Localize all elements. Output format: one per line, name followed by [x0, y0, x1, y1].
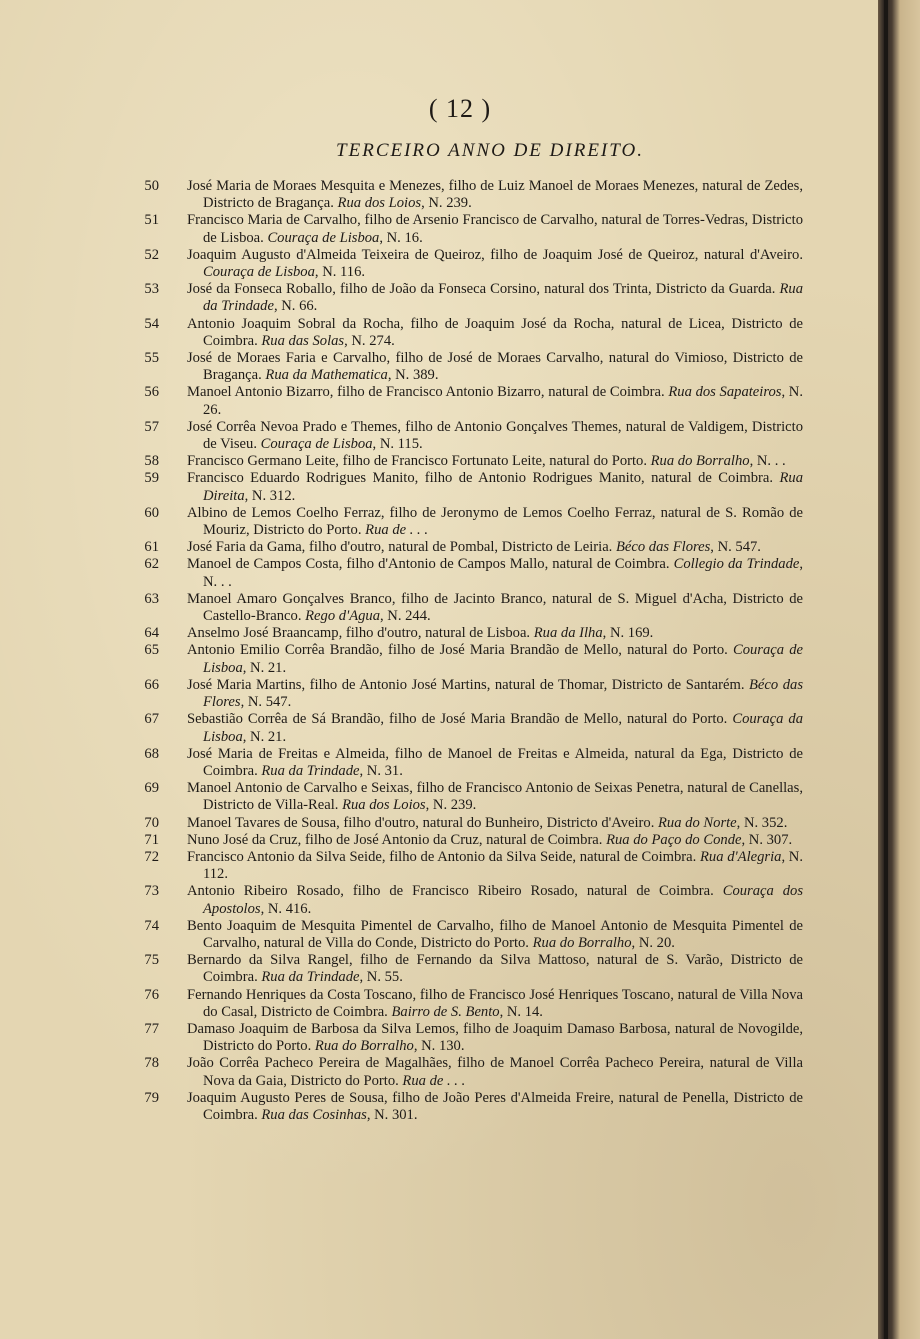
entry-number: 57: [144, 418, 159, 435]
entry-text: [163, 987, 803, 1021]
list-item: [144, 281, 803, 315]
entry-address: Rua das Cosinhas: [261, 1106, 367, 1123]
list-item: [144, 848, 803, 883]
entry-house-number: , N. 66.: [273, 298, 318, 315]
entry-text: [163, 1021, 803, 1055]
entry-house-number: , N. 244.: [380, 608, 431, 625]
list-item: [144, 556, 803, 590]
entry-text: [163, 832, 803, 849]
entry-number: 72: [144, 848, 159, 865]
entry-description: Damaso Joaquim de Barbosa da Silva Lemos, filho de Joaquim Damaso Barbosa, natural de Novogilde, Districto do Porto.: [187, 1020, 803, 1055]
entry-address: Rua do Borralho: [650, 453, 750, 470]
entry-address: Rua dos Sapateiros: [668, 384, 782, 401]
entry-house-number: , N. 55.: [359, 969, 403, 986]
entry-number: 60: [144, 504, 159, 521]
list-item: [144, 246, 803, 281]
entry-address: Rua dos Loios: [342, 797, 426, 814]
entry-address: Couraça dos Apostolos: [203, 883, 804, 917]
entry-number: 69: [144, 780, 159, 797]
entry-number: 66: [144, 676, 159, 693]
entry-address: Rua de . . .: [402, 1072, 466, 1089]
entry-text: [163, 178, 803, 212]
entry-house-number: , N. 26.: [203, 384, 803, 418]
entry-address: Couraça de Lisboa: [203, 264, 315, 281]
entry-description: Manoel Antonio Bizarro, filho de Francisco Antonio Bizarro, natural de Coimbra.: [187, 384, 665, 401]
entry-address: Bairro de S. Bento: [391, 1003, 500, 1020]
entry-house-number: , N. 547.: [240, 694, 292, 711]
entry-house-number: , N. 274.: [344, 332, 395, 349]
list-item: [144, 676, 803, 711]
entry-description: Francisco Maria de Carvalho, filho de Arsenio Francisco de Carvalho, natural de Torres-Vedras, Districto de Lisboa.: [187, 212, 803, 246]
entry-number: 51: [144, 212, 159, 229]
list-item: [144, 814, 803, 832]
entry-number: 63: [144, 590, 159, 607]
entry-description: José Maria de Moraes Mesquita e Menezes, filho de Luiz Manoel de Moraes Menezes, natural de Zedes, Districto de Bragança.: [187, 178, 803, 212]
entry-address: Rua da Ilha: [533, 625, 603, 642]
entry-description: João Corrêa Pacheco Pereira de Magalhães, filho de Manoel Corrêa Pacheco Pereira, natural de Villa Nova da Gaia, Districto do Porto.: [187, 1055, 803, 1089]
entry-number: 77: [144, 1020, 159, 1037]
entry-house-number: , N. 416.: [260, 900, 312, 917]
entry-number: 59: [144, 470, 159, 487]
entry-number: 70: [144, 814, 159, 831]
entry-description: Fernando Henriques da Costa Toscano, filho de Francisco José Henriques Toscano, natural de Villa Nova do Casal, Districto de Coimbra.: [187, 986, 803, 1020]
entry-description: Manoel Antonio de Carvalho e Seixas, filho de Francisco Antonio de Seixas Penetra, natural de Canellas, Districto de Villa-Real.: [187, 780, 803, 814]
list-item: [144, 1020, 803, 1055]
entry-number: 75: [144, 952, 159, 969]
entry-text: [163, 453, 803, 470]
entry-address: Rua Direita: [203, 470, 803, 504]
entry-text: [163, 384, 803, 418]
list-item: [144, 504, 803, 539]
entry-address: Rua de . . .: [365, 522, 428, 539]
entry-address: Rua da Mathematica: [265, 367, 388, 384]
entry-address: Rua do Borralho: [314, 1038, 414, 1055]
entry-text: [163, 642, 803, 676]
entry-address: Rua do Paço do Conde: [606, 831, 742, 848]
page-number: ( 12 ): [428, 94, 492, 123]
entry-description: José da Fonseca Roballo, filho de João da Fonseca Corsino, natural dos Trinta, Districto da Guarda.: [187, 281, 776, 298]
entry-description: Anselmo José Braancamp, filho d'outro, natural de Lisboa.: [187, 625, 531, 642]
list-item: [144, 315, 803, 350]
list-item: [144, 350, 803, 384]
entry-text: [163, 883, 803, 917]
entry-description: Nuno José da Cruz, filho de José Antonio da Cruz, natural de Coimbra.: [187, 831, 603, 848]
entry-description: Manoel Amaro Gonçalves Branco, filho de Jacinto Branco, natural de S. Miguel d'Acha, Districto de Castello-Branco.: [187, 590, 803, 625]
list-item: [144, 831, 803, 849]
entry-number: 68: [144, 745, 159, 762]
list-item: [144, 780, 803, 814]
entry-house-number: , N. . .: [203, 556, 803, 590]
entry-text: [163, 918, 803, 952]
list-item: [144, 642, 803, 676]
entry-address: Rua do Norte: [658, 814, 737, 831]
entry-text: [163, 281, 803, 315]
entry-address: Béco das Flores: [615, 539, 711, 556]
entry-house-number: , N. 239.: [425, 797, 477, 814]
list-item: [144, 883, 804, 917]
entry-text: [163, 952, 803, 986]
entry-text: [163, 247, 803, 281]
entry-text: [163, 780, 803, 814]
list-item: [144, 917, 803, 952]
entry-house-number: , N. 352.: [736, 814, 788, 831]
entry-house-number: , N. 21.: [242, 728, 287, 745]
entry-address: Couraça de Lisboa: [260, 436, 373, 453]
entry-text: [163, 539, 803, 556]
book-gutter: [878, 0, 920, 1339]
entry-text: [163, 212, 803, 246]
entry-address: Rua d'Alegria: [700, 848, 782, 865]
entry-description: José Faria da Gama, filho d'outro, natural de Pombal, Districto de Leiria.: [187, 539, 613, 556]
entry-address: Rua da Trindade: [261, 762, 360, 779]
entry-description: Antonio Emilio Corrêa Brandão, filho de José Maria Brandão de Mello, natural do Porto.: [187, 642, 728, 659]
entry-text: [163, 1055, 803, 1089]
entry-house-number: , N. 116.: [314, 264, 366, 281]
entry-house-number: , N. 14.: [499, 1003, 543, 1020]
list-item: [144, 470, 803, 504]
list-item: [144, 1089, 803, 1124]
entry-address: Couraça de Lisboa: [203, 642, 803, 676]
entry-description: Antonio Joaquim Sobral da Rocha, filho de Joaquim José da Rocha, natural de Licea, Districto de Coimbra.: [187, 315, 803, 349]
entry-address: Rua da Trindade: [261, 969, 360, 986]
entry-house-number: , N. 130.: [413, 1038, 465, 1055]
entry-description: Bernardo da Silva Rangel, filho de Fernando da Silva Mattoso, natural de S. Varão, Districto de Coimbra.: [187, 952, 803, 986]
entry-text: [163, 1090, 803, 1124]
entry-address: Rua da Trindade: [203, 281, 803, 315]
list-item: [144, 1055, 803, 1089]
entry-number: 78: [144, 1055, 159, 1072]
entry-number: 53: [144, 281, 159, 298]
entry-number: 79: [144, 1089, 159, 1106]
entry-number: 54: [144, 315, 159, 332]
entry-address: Rego d'Agua: [305, 608, 380, 625]
entry-address: Rua do Borralho: [532, 934, 632, 951]
entry-house-number: , N. 115.: [372, 436, 423, 453]
entry-description: José Maria Martins, filho de Antonio José Martins, natural de Thomar, Districto de Santarém.: [187, 676, 745, 693]
entry-number: 58: [144, 453, 159, 470]
entry-number: 52: [144, 246, 159, 263]
entry-description: Antonio Ribeiro Rosado, filho de Francisco Ribeiro Rosado, natural de Coimbra.: [187, 883, 714, 900]
entry-number: 74: [144, 917, 159, 934]
entry-number: 73: [144, 883, 159, 900]
list-item: [144, 711, 804, 745]
entry-text: [163, 350, 803, 384]
entry-description: Joaquim Augusto d'Almeida Teixeira de Queiroz, filho de Joaquim José de Queiroz, natural d'Aveiro.: [187, 246, 803, 263]
list-item: [144, 418, 803, 453]
entry-address: Couraça da Lisboa: [203, 711, 804, 745]
entry-address: Couraça de Lisboa: [267, 229, 380, 246]
entry-text: [163, 711, 803, 745]
entry-description: José de Moraes Faria e Carvalho, filho de José de Moraes Carvalho, natural do Vimioso, Districto de Bragança.: [187, 350, 803, 384]
entry-text: [163, 316, 803, 350]
entry-house-number: , N. 301.: [366, 1106, 418, 1123]
entry-address: Béco das Flores: [203, 676, 803, 711]
entry-description: Francisco Germano Leite, filho de Francisco Fortunato Leite, natural do Porto.: [187, 453, 647, 470]
entry-description: Manoel Tavares de Sousa, filho d'outro, natural do Bunheiro, Districto d'Aveiro.: [187, 814, 655, 831]
entry-number: 61: [144, 539, 159, 556]
entry-text: [163, 849, 803, 883]
entry-number: 62: [144, 556, 159, 573]
entry-description: Sebastião Corrêa de Sá Brandão, filho de José Maria Brandão de Mello, natural do Porto.: [187, 711, 728, 728]
entry-description: Francisco Eduardo Rodrigues Manito, filho de Antonio Rodrigues Manito, natural de Coimbra.: [187, 470, 774, 487]
list-item: [144, 590, 803, 625]
list-item: [144, 745, 803, 780]
entry-description: Albino de Lemos Coelho Ferraz, filho de Jeronymo de Lemos Coelho Ferraz, natural de S. Romão de Mouriz, Districto do Porto.: [187, 504, 803, 539]
entry-address: Rua das Solas: [261, 332, 345, 349]
entry-description: Bento Joaquim de Mesquita Pimentel de Carvalho, filho de Manoel Antonio de Mesquita Pimentel de Carvalho, natural de Villa do Conde, Districto do Porto.: [187, 917, 803, 951]
list-item: [144, 384, 803, 418]
entry-house-number: , N. 16.: [379, 229, 423, 246]
list-item: [144, 539, 803, 556]
entry-house-number: , N. 112.: [203, 848, 803, 883]
entry-number: 50: [144, 178, 159, 194]
entry-number: 67: [144, 711, 159, 728]
entry-description: Joaquim Augusto Peres de Sousa, filho de João Peres d'Almeida Freire, natural de Penella, Districto de Coimbra.: [187, 1089, 803, 1123]
entry-house-number: , N. 547.: [710, 539, 761, 556]
list-item: [144, 212, 803, 246]
student-list: [144, 178, 804, 1124]
entry-house-number: , N. 21.: [242, 659, 287, 676]
entry-text: [163, 505, 803, 539]
entry-number: 64: [144, 625, 159, 642]
entry-house-number: , N. 239.: [421, 195, 472, 212]
entry-text: [163, 591, 803, 625]
entry-text: [163, 625, 803, 642]
list-item: [144, 952, 803, 986]
binding-edge: [884, 0, 888, 1339]
entry-address: Collegio da Trindade: [673, 556, 800, 573]
entry-text: [163, 556, 803, 590]
entry-number: 55: [144, 350, 159, 367]
entry-house-number: , N. 169.: [602, 625, 654, 642]
entry-house-number: , N. 389.: [387, 367, 439, 384]
entry-number: 76: [144, 986, 159, 1003]
entry-number: 65: [144, 642, 159, 659]
entry-text: [163, 815, 803, 832]
entry-description: Manoel de Campos Costa, filho d'Antonio de Campos Mallo, natural de Coimbra.: [187, 556, 670, 573]
entry-house-number: , N. 312.: [244, 487, 296, 504]
entry-description: Francisco Antonio da Silva Seide, filho de Antonio da Silva Seide, natural de Coimbra.: [187, 848, 697, 865]
entry-address: Rua dos Loios: [337, 195, 422, 212]
entry-text: [163, 419, 803, 453]
entry-house-number: , N. . .: [749, 453, 786, 470]
entry-house-number: , N. 31.: [359, 762, 403, 779]
entry-house-number: , N. 20.: [631, 934, 675, 951]
list-item: [144, 986, 803, 1021]
entry-text: [163, 677, 803, 711]
entry-number: 71: [144, 831, 159, 848]
section-heading: TERCEIRO ANNO DE DIREITO.: [336, 140, 644, 161]
list-item: [144, 178, 803, 212]
list-item: [144, 453, 803, 470]
entry-house-number: , N. 307.: [741, 831, 793, 848]
entry-text: [163, 746, 803, 780]
entry-description: José Maria de Freitas e Almeida, filho de Manoel de Freitas e Almeida, natural da Ega, Districto de Coimbra.: [187, 745, 803, 779]
entry-text: [163, 470, 803, 504]
entry-number: 56: [144, 384, 159, 401]
list-item: [144, 625, 803, 642]
entry-description: José Corrêa Nevoa Prado e Themes, filho de Antonio Gonçalves Themes, natural de Valdigem, Districto de Viseu.: [187, 418, 803, 453]
